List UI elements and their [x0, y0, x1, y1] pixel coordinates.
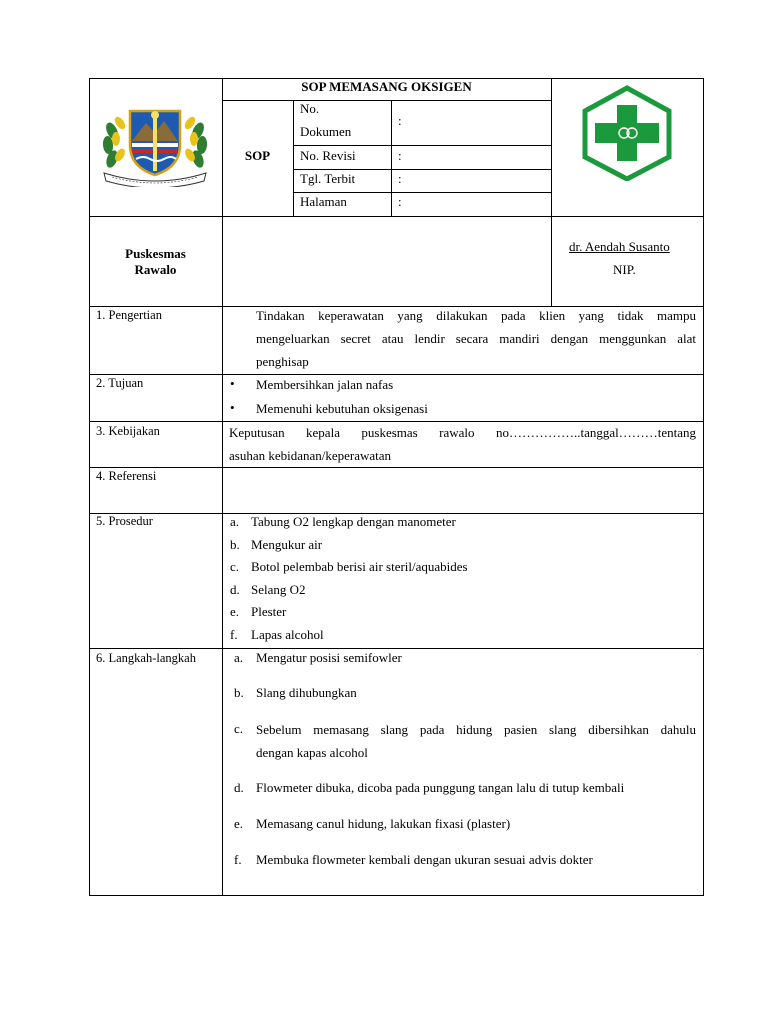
signer-name: dr. Aendah Susanto — [569, 239, 670, 254]
section-label-referensi: 4. Referensi — [96, 469, 157, 483]
list-item: Membersihkan jalan nafas — [256, 377, 394, 392]
regional-emblem-icon — [98, 101, 212, 187]
list-item-letter: e. — [234, 816, 244, 831]
list-item-letter: f. — [230, 627, 238, 642]
list-item-letter: a. — [230, 514, 240, 529]
list-item — [256, 718, 696, 764]
field-halaman-value: : — [398, 194, 402, 209]
section-label-langkah: 6. Langkah-langkah — [96, 651, 196, 665]
list-item-letter: e. — [230, 604, 240, 619]
field-no-dokumen-label-1: No. — [300, 101, 320, 116]
list-item-letter: d. — [230, 582, 240, 597]
kebijakan-text — [229, 421, 696, 467]
list-item: Plester — [251, 604, 287, 619]
list-item-letter: a. — [234, 650, 244, 665]
section-label-tujuan: 2. Tujuan — [96, 376, 144, 390]
bullet-icon: • — [230, 400, 235, 415]
list-item-letter: f. — [234, 852, 242, 867]
field-tgl-terbit-value: : — [398, 171, 402, 186]
langkah-c-line-2: dengan kapas alcohol — [256, 745, 368, 760]
field-no-dokumen-label-2: Dokumen — [300, 124, 352, 139]
list-item-letter: c. — [234, 721, 244, 736]
list-item: Flowmeter dibuka, dicoba pada punggung tangan lalu di tutup kembali — [256, 780, 625, 795]
list-item: Botol pelembab berisi air steril/aquabides — [251, 559, 468, 574]
pengertian-text — [256, 304, 696, 373]
sop-label: SOP — [244, 148, 271, 163]
list-item: Mengukur air — [251, 537, 323, 552]
bullet-icon: • — [230, 376, 235, 391]
signer-nip: NIP. — [613, 262, 636, 277]
list-item: Slang dihubungkan — [256, 685, 357, 700]
list-item: Memasang canul hidung, lakukan fixasi (plaster) — [256, 816, 511, 831]
list-item-letter: d. — [234, 780, 244, 795]
list-item: Mengatur posisi semifowler — [256, 650, 402, 665]
list-item: Lapas alcohol — [251, 627, 324, 642]
document-title: SOP MEMASANG OKSIGEN — [301, 79, 472, 94]
section-label-prosedur: 5. Prosedur — [96, 514, 153, 528]
kebijakan-line-2: asuhan kebidanan/keperawatan — [229, 448, 392, 463]
section-label-kebijakan: 3. Kebijakan — [96, 424, 160, 438]
puskesmas-logo-icon — [581, 85, 673, 181]
section-label-pengertian: 1. Pengertian — [96, 308, 162, 322]
kebijakan-line-1: Keputusan kepala puskesmas rawalo no……………..tanggal………tentang — [229, 425, 696, 440]
pengertian-line-3: penghisap — [256, 354, 309, 369]
field-halaman-label: Halaman — [300, 194, 347, 209]
pengertian-line-1: Tindakan keperawatan yang dilakukan pada klien yang tidak mampu — [256, 308, 696, 323]
field-tgl-terbit-label: Tgl. Terbit — [300, 171, 356, 186]
langkah-c-line-1: Sebelum memasang slang pada hidung pasien slang dibersihkan dahulu — [256, 722, 696, 737]
field-no-dokumen-value: : — [398, 113, 402, 128]
field-no-revisi-value: : — [398, 148, 402, 163]
list-item-letter: c. — [230, 559, 240, 574]
list-item: Selang O2 — [251, 582, 306, 597]
institution-name-line1: Puskesmas — [125, 246, 186, 261]
list-item: Membuka flowmeter kembali dengan ukuran sesuai advis dokter — [256, 852, 593, 867]
pengertian-line-2: mengeluarkan secret atau lendir secara mandiri dengan menggunkan alat — [256, 331, 696, 346]
list-item: Memenuhi kebutuhan oksigenasi — [256, 401, 428, 416]
list-item-letter: b. — [230, 537, 240, 552]
list-item: Tabung O2 lengkap dengan manometer — [251, 514, 456, 529]
list-item-letter: b. — [234, 685, 244, 700]
field-no-revisi-label: No. Revisi — [300, 148, 356, 163]
institution-name-line2: Rawalo — [134, 262, 177, 277]
